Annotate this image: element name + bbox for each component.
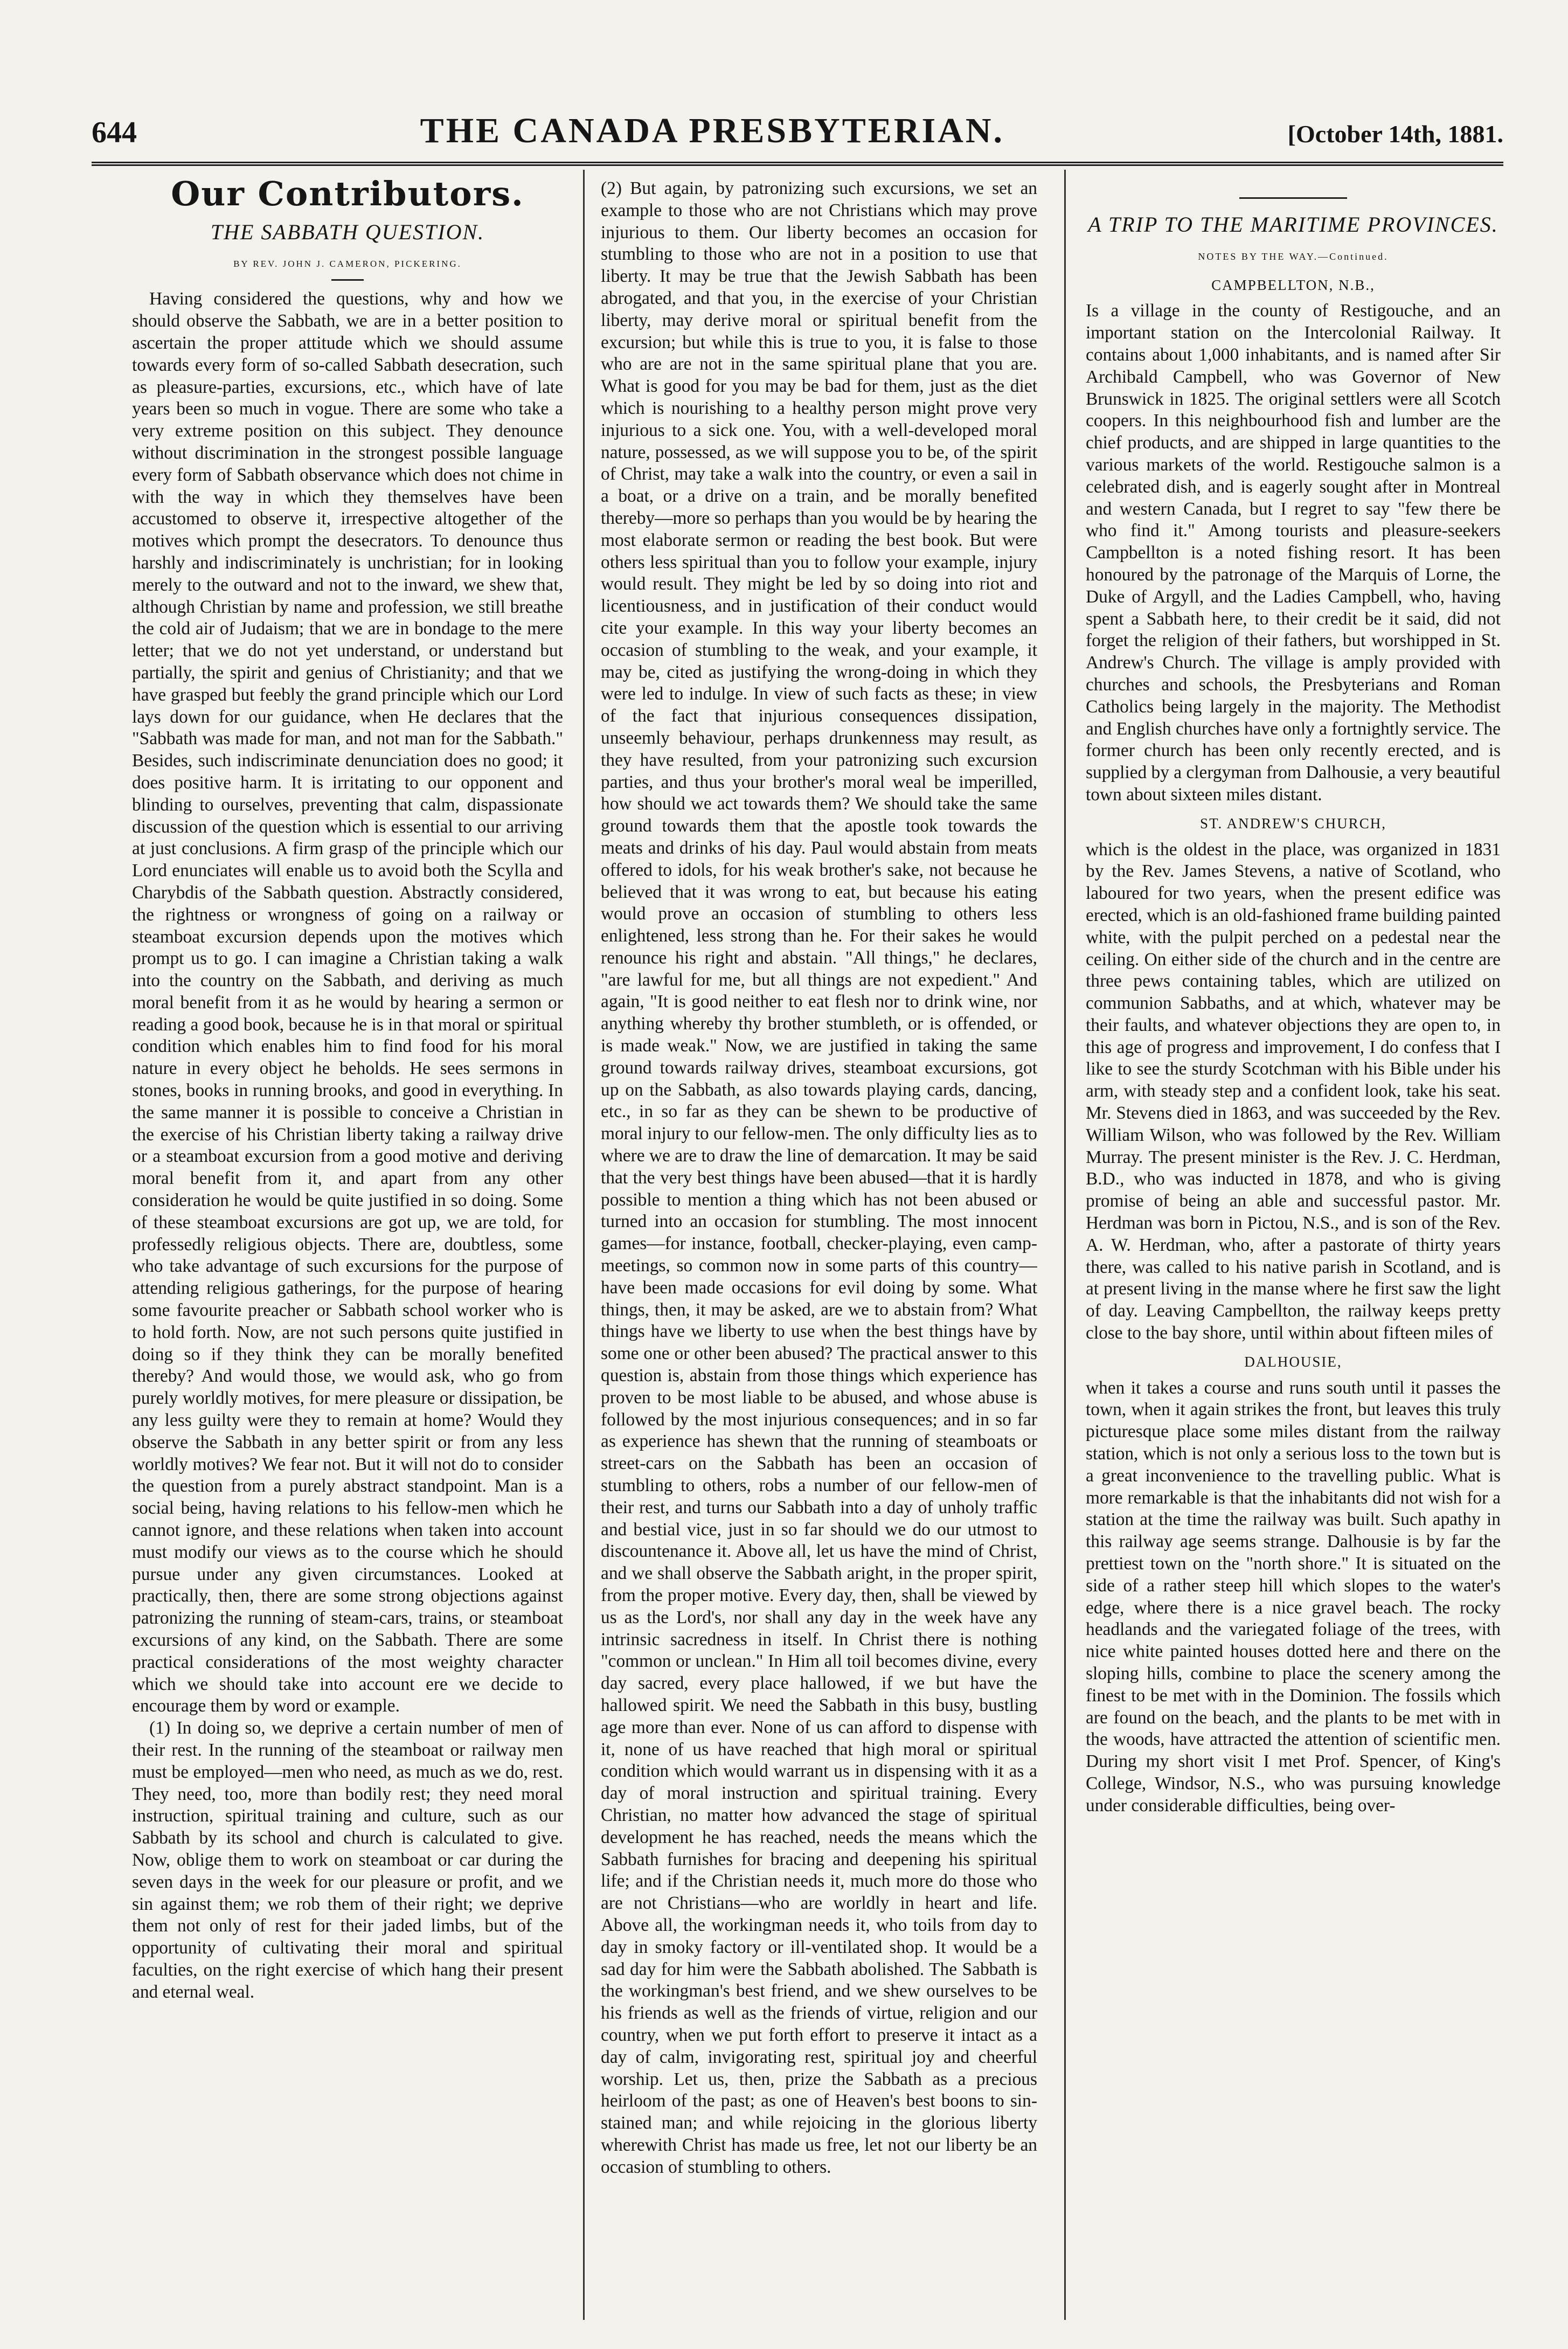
newspaper-title: THE CANADA PRESBYTERIAN.: [420, 111, 1004, 150]
subhead-campbellton: CAMPBELLTON, N.B.,: [1211, 276, 1375, 293]
article-separator: [1239, 197, 1347, 199]
article-paragraph: (2) But again, by patronizing such excursions, we set an example to those who are not Christians which may prove injurious to them. Our liberty becomes an occasion for stumbling to those who are not in a position to use that liberty. It may be true that the Jewish Sabbath has been abrogated, and that you, in the exercise of your Christian liberty, may derive moral or spiritual benefit from the excursion; but while this is true to you, it is false to those who are are not in the same spiritual plane that you are. What is good for you may be bad for them, just as the diet which is nourishing to a healthy person might prove very injurious to a sick one. You, with a well-developed moral nature, possessed, as we will suppose you to be, of the spirit of Christ, may take a walk into the country, or even a sail in a boat, or a drive on a train, and be morally benefited thereby—more so perhaps than you would be by hearing the most elaborate sermon or reading the best book. But were others less spiritual than you to follow your example, injury would result. They might be led by so doing into riot and licentiousness, and in justification of their conduct would cite your example. In this way your liberty becomes an occasion of stumbling to the weak, and your example, it may be, cited as justifying the wrong-doing in which they were led to indulge. In view of such facts as these; in view of the fact that injurious consequences dissipation, unseemly behaviour, perhaps drunkenness may result, as they have resulted, from your patronizing such excursion parties, and thus your brother's moral weal be imperilled, how should we act towards them? We should take the same ground towards them that the apostle took towards the meats and drinks of his day. Paul would abstain from meats offered to idols, for his weak brother's sake, not because he believed that it was wrong to eat, but because his eating would prove an occasion of stumbling to others less enlightened, less strong than he. For their sakes he would renounce his right and abstain. "All things," he declares, "are lawful for me, but all things are not expedient." And again, "It is good neither to eat flesh nor to drink wine, nor anything whereby thy brother stumbleth, or is offended, or is made weak." Now, we are justified in taking the same ground towards railway drives, steamboat excursions, got up on the Sabbath, as also towards playing cards, dancing, etc., in so far as they can be shewn to be productive of moral injury to our fellow-men. The only difficulty lies as to where we are to draw the line of demarcation. It may be said that the very best things have been abused—that it is hardly possible to mention a thing which has not been abused or turned into an occasion for stumbling. The most innocent games—for instance, football, checker-playing, even camp-meetings, so common now in some parts of this country—have been made occasions for evil doing by some. What things, then, it may be asked, are we to abstain from? What things have we liberty to use when the best things have by some one or other been abused? The practical answer to this question is, abstain from those things which experience has proven to be most liable to be abused, and whose abuse is followed by the most injurious consequences; and in so far as experience has shewn that the running of steamboats or street-cars on the Sabbath has been an occasion of stumbling to others, robs a number of our fellow-men of their rest, and turns our Sabbath into a day of unholy traffic and bestial vice, just in so far should we do our utmost to discountenance it. Above all, let us have the mind of Christ, and we shall observe the Sabbath aright, in the proper spirit, from the proper motive. Every day, then, shall be viewed by us as the Lord's, nor shall any day in the week have any intrinsic sacredness in itself. In Christ there is nothing "common or unclean." In Him all toil becomes divine, every day sacred, every place hallowed, if we but have the hallowed spirit. We need the Sabbath in this busy, bustling age more than ever. None of us can afford to dispense with it, none of us have reached that high moral or spiritual condition which would warrant us in dispensing with it as a day of moral instruction and spiritual training. Every Christian, no matter how advanced the stage of spiritual development he has reached, needs the means which the Sabbath furnishes for bracing and deepening his spiritual life; and if the Christian needs it, much more do those who are not Christians—who are worldly in heart and life. Above all, the workingman needs it, who toils from day to day in smoky factory or ill-ventilated shop. It would be a sad day for him were the Sabbath abolished. The Sabbath is the workingman's best friend, and we shew ourselves to be his friends as well as the friends of virtue, religion and our country, when we put forth effort to preserve it intact as a day of calm, invigorating rest, spiritual joy and cheerful worship. Let us, then, prize the Sabbath as a precious heirloom of the past; as one of Heaven's best boons to sin-stained man; and while rejoicing in the glorious liberty wherewith Christ has made us free, let not our liberty be an occasion of stumbling to others.: [601, 178, 1037, 2177]
column-2: [601, 178, 1037, 2328]
subhead-dalhousie: DALHOUSIE,: [1244, 1353, 1342, 1370]
column-rule-2: [1064, 170, 1066, 2320]
article-paragraph: Having considered the questions, why and how we should observe the Sabbath, we are in a better position to ascertain the proper attitude which we should assume towards every form of so-called Sabbath desecration, such as pleasure-parties, excursions, etc., which have of late years been so much in vogue. There are some who take a very extreme position on this subject. They denounce without discrimination in the strongest possible language every form of Sabbath observance which does not chime in with the way in which they themselves have been accustomed to observe it, irrespective altogether of the motives which prompt the desecrators. To denounce thus harshly and indiscriminately is unchristian; for in looking merely to the outward and not to the inward, we shew that, although Christian by name and profession, we still breathe the cold air of Judaism; that we are in bondage to the mere letter; that we do not yet understand, or understand but partially, the spirit and genius of Christianity; and that we have grasped but feebly the grand principle which our Lord lays down for our guidance, when He declares that the "Sabbath was made for man, and not man for the Sabbath." Besides, such indiscriminate denunciation does no good; it does positive harm. It is irritating to our opponent and blinding to ourselves, preventing that calm, dispassionate discussion of the question which is essential to our arriving at just conclusions. A firm grasp of the principle which our Lord enunciates will enable us to avoid both the Scylla and Charybdis of the Sabbath question. Abstractly considered, the rightness or wrongness of going on a railway or steamboat excursion depends upon the motives which prompt us to go. I can imagine a Christian taking a walk into the country on the Sabbath, and deriving as much moral benefit from it as he would by hearing a sermon or reading a good book, because he is in that moral or spiritual condition which enables him to find food for his moral nature in every object he beholds. He sees sermons in stones, books in running brooks, and good in everything. In the same manner it is possible to conceive a Christian in the exercise of his Christian liberty taking a railway drive or a steamboat excursion from a good motive and deriving moral benefit from it, and apart from any other consideration he would be quite justified in so doing. Some of these steamboat excursions are got up, we are told, for professedly religious objects. There are, doubtless, some who take advantage of such excursions for the purpose of attending religious gatherings, for the purpose of hearing some favourite preacher or Sabbath school worker who is to hold forth. Now, are not such persons quite justified in doing so if they think they can be morally benefited thereby? And would those, we would ask, who go from purely worldly motives, for mere pleasure or dissipation, be any less guilty were they to remain at home? Would they observe the Sabbath in any better spirit or from any less worldly motives? We fear not. But it will not do to consider the question from a purely abstract standpoint. Man is a social being, having relations to his fellow-men which he cannot ignore, and these relations when taken into account must modify our views as to the course which he should pursue under any given circumstances. Looked at practically, then, there are some strong objections against patronizing the running of steam-cars, trains, or steamboat excursions of any kind, on the Sabbath. There are some practical considerations of the most weighty character which we should take into account ere we decide to encourage them by word or example.: [132, 289, 563, 1716]
masthead-rule: [92, 162, 1503, 166]
column-1: [132, 178, 563, 2328]
masthead: [92, 110, 1503, 159]
column-rule-1: [583, 170, 585, 2320]
article-paragraph: (1) In doing so, we deprive a certain number of men of their rest. In the running of the steamboat or railway men must be employed—men who need, as much as we do, rest. They need, too, more than bodily rest; they need moral instruction, spiritual training and culture, such as our Sabbath by its school and church is calculated to give. Now, oblige them to work on steamboat or car during the seven days in the week for our pleasure or profit, and we sin against them; we rob them of their right; we deprive them not only of rest for their jaded limbs, but of the opportunity of cultivating their moral and spiritual faculties, on the right exercise of which hang their present and eternal weal.: [132, 1718, 563, 2002]
article-notes: NOTES BY THE WAY.—Continued.: [1198, 251, 1389, 262]
article-paragraph: which is the oldest in the place, was organized in 1831 by the Rev. James Stevens, a native of Scotland, who laboured for two years, when the present edifice was erected, which is an old-fashioned frame building painted white, with the pulpit perched on a pedestal near the ceiling. On either side of the church and in the centre are three pews containing tables, which are utilized on communion Sabbaths, and at which, whatever may be their faults, and whatever objections they are open to, in this age of progress and improvement, I do confess that I like to see the sturdy Scotchman with his Bible under his arm, with steady step and a confident look, take his seat. Mr. Stevens died in 1863, and was succeeded by the Rev. William Wilson, who was followed by the Rev. William Murray. The present minister is the Rev. J. C. Herdman, B.D., who was inducted in 1878, and who is giving promise of being an able and successful pastor. Mr. Herdman was born in Pictou, N.S., and is son of the Rev. A. W. Herdman, who, after a pastorate of thirty years there, was called to his native parish in Scotland, and is at present living in the manse where he first saw the light of day. Leaving Campbellton, the railway keeps pretty close to the bay shore, until within about fifteen miles of: [1086, 839, 1501, 1343]
article-paragraph: Is a village in the county of Restigouche, and an important station on the Intercolonial Railway. It contains about 1,000 inhabitants, and is named after Sir Archibald Campbell, who was Governor of New Brunswick in 1825. The original settlers were all Scotch coopers. In this neighbourhood fish and lumber are the chief products, and are shipped in large quantities to the various markets of the world. Restigouche salmon is a celebrated dish, and is eagerly sought after in Montreal and western Canada, but I regret to say "few there be who find it." Among tourists and pleasure-seekers Campbellton is a noted fishing resort. It has been honoured by the patronage of the Marquis of Lorne, the Duke of Argyll, and the Ladies Campbell, who, having spent a Sabbath here, to their credit be it said, did not forget the religion of their fathers, but worshipped in St. Andrew's Church. The village is amply provided with churches and schools, the Presbyterians and Roman Catholics being largely in the majority. The Methodist and English churches have only a fortnightly service. The former church has been only recently erected, and is supplied by a clergyman from Dalhousie, a very beautiful town about sixteen miles distant.: [1086, 301, 1501, 805]
section-heading: Our Contributors.: [171, 178, 524, 213]
article-byline: BY REV. JOHN J. CAMERON, PICKERING.: [233, 258, 462, 269]
article-paragraph: when it takes a course and runs south until it passes the town, when it again strikes the front, but leaves this truly picturesque place some miles distant from the railway station, which is not only a serious loss to the town but is a great inconvenience to the travelling public. What is more remarkable is that the inhabitants did not wish for a station at the time the railway was built. Such apathy in this railway age seems strange. Dalhousie is by far the prettiest town on the "north shore." It is situated on the side of a rather steep hill which slopes to the water's edge, where there is a nice gravel beach. The rocky headlands and the variegated foliage of the trees, with nice white painted houses dotted here and there on the sloping hills, combine to place the scenery among the finest to be met with in the Dominion. The fossils which are found on the beach, and the plants to be met with in the woods, have attracted the attention of scientific men. During my short visit I met Prof. Spencer, of King's College, Windsor, N.S., who was pursuing knowledge under considerable difficulties, being over-: [1086, 1377, 1501, 1816]
column-3: [1086, 178, 1501, 2328]
article-title-maritime: A TRIP TO THE MARITIME PROVINCES.: [1088, 212, 1498, 237]
subhead-st-andrews: ST. ANDREW'S CHURCH,: [1200, 815, 1386, 831]
issue-date: [October 14th, 1881.: [1287, 120, 1503, 148]
byline-rule: [331, 279, 364, 281]
page-number: 644: [92, 116, 137, 149]
article-title-sabbath: THE SABBATH QUESTION.: [210, 219, 485, 244]
